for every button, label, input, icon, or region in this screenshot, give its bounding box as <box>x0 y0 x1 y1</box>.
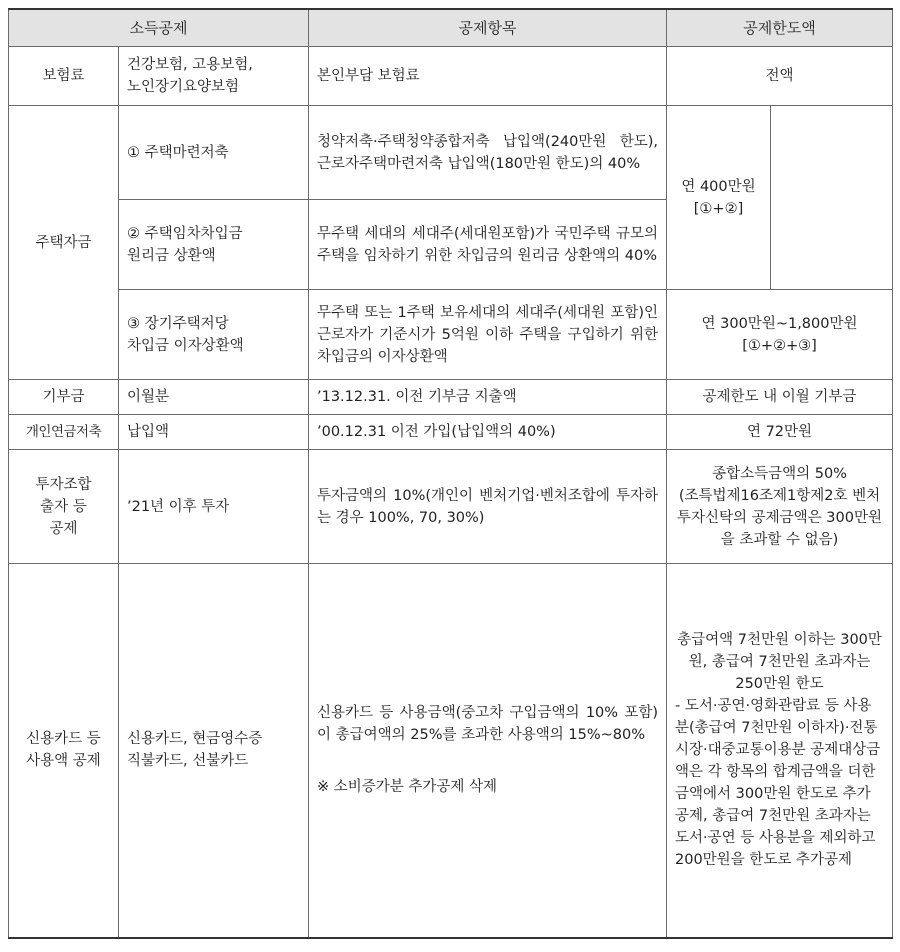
header-deduction-item: 공제항목 <box>309 9 667 47</box>
limit-cell: 전액 <box>667 47 893 106</box>
category-cell: 보험료 <box>9 47 119 106</box>
category-cell: 신용카드 등 사용액 공제 <box>9 564 119 938</box>
card-limit-bullet: - 도서·공연·영화관람료 등 사용분(총급여 7천만원 이하자)·전통시장·대중교통이용분 공제대상금액은 각 항목의 합계금액을 더한 금액에서 300만원 한도로 추가 공제, 총급여 7천만원 초과자는 도서·공연 등 사용분을 제외하고 200만원을 한도로 추가공제 <box>675 698 881 869</box>
table-row <box>9 380 893 415</box>
category-cell: 기부금 <box>9 380 119 415</box>
limit-cell: 연 300만원~1,800만원 [①+②+③] <box>667 290 893 380</box>
table-row <box>9 450 893 564</box>
subcategory-cell: 이월분 <box>119 380 309 415</box>
header-row <box>9 9 893 47</box>
limit-cell: 종합소득금액의 50% (조특법제16조제1항제2호 벤처투자신탁의 공제금액은 300만원을 초과할 수 없음) <box>667 450 893 564</box>
subcategory-cell: 신용카드, 현금영수증 직불카드, 선불카드 <box>119 564 309 938</box>
limit-cell: 연 72만원 <box>667 415 893 450</box>
category-cell: 주택자금 <box>9 106 119 380</box>
subcategory-cell: ① 주택마련저축 <box>119 106 309 200</box>
item-cell <box>309 564 667 938</box>
deduction-table <box>8 8 893 939</box>
table-row <box>9 106 893 200</box>
item-cell: 청약저축·주택청약종합저축 납입액(240만원 한도), 근로자주택마련저축 납입액(180만원 한도)의 40% <box>309 106 667 200</box>
header-deduction-type: 소득공제 <box>9 9 309 47</box>
subcategory-cell: ② 주택임차차입금 원리금 상환액 <box>119 200 309 290</box>
item-cell: ’00.12.31 이전 가입(납입액의 40%) <box>309 415 667 450</box>
card-deduction-note: ※ 소비증가분 추가공제 삭제 <box>317 779 498 796</box>
table-row <box>9 290 893 380</box>
category-cell: 개인연금저축 <box>9 415 119 450</box>
limit-cell <box>667 564 893 938</box>
subcategory-cell: 납입액 <box>119 415 309 450</box>
table-row <box>9 47 893 106</box>
category-cell: 투자조합 출자 등 공제 <box>9 450 119 564</box>
item-cell: ’13.12.31. 이전 기부금 지출액 <box>309 380 667 415</box>
item-cell: 무주택 또는 1주택 보유세대의 세대주(세대원 포함)인 근로자가 기준시가 5억원 이하 주택을 구입하기 위한 차입금의 이자상환액 <box>309 290 667 380</box>
subcategory-cell: ’21년 이후 투자 <box>119 450 309 564</box>
empty-cell <box>771 106 893 290</box>
subcategory-cell: ③ 장기주택저당 차입금 이자상환액 <box>119 290 309 380</box>
limit-cell: 공제한도 내 이월 기부금 <box>667 380 893 415</box>
item-cell: 투자금액의 10%(개인이 벤처기업·벤처조합에 투자하는 경우 100%, 70, 30%) <box>309 450 667 564</box>
header-deduction-limit: 공제한도액 <box>667 9 893 47</box>
item-cell: 본인부담 보험료 <box>309 47 667 106</box>
card-limit-intro: 총급여액 7천만원 이하는 300만원, 총급여 7천만원 초과자는 250만원 한도 <box>677 632 882 693</box>
card-deduction-description: 신용카드 등 사용금액(중고차 구입금액의 10% 포함)이 총급여액의 25%를 초과한 사용액의 15%~80% <box>317 705 658 744</box>
item-cell: 무주택 세대의 세대주(세대원포함)가 국민주택 규모의 주택을 임차하기 위한 차입금의 원리금 상환액의 40% <box>309 200 667 290</box>
limit-cell: 연 400만원 [①+②] <box>667 106 771 290</box>
table-row <box>9 564 893 938</box>
table-row <box>9 415 893 450</box>
subcategory-cell: 건강보험, 고용보험, 노인장기요양보험 <box>119 47 309 106</box>
